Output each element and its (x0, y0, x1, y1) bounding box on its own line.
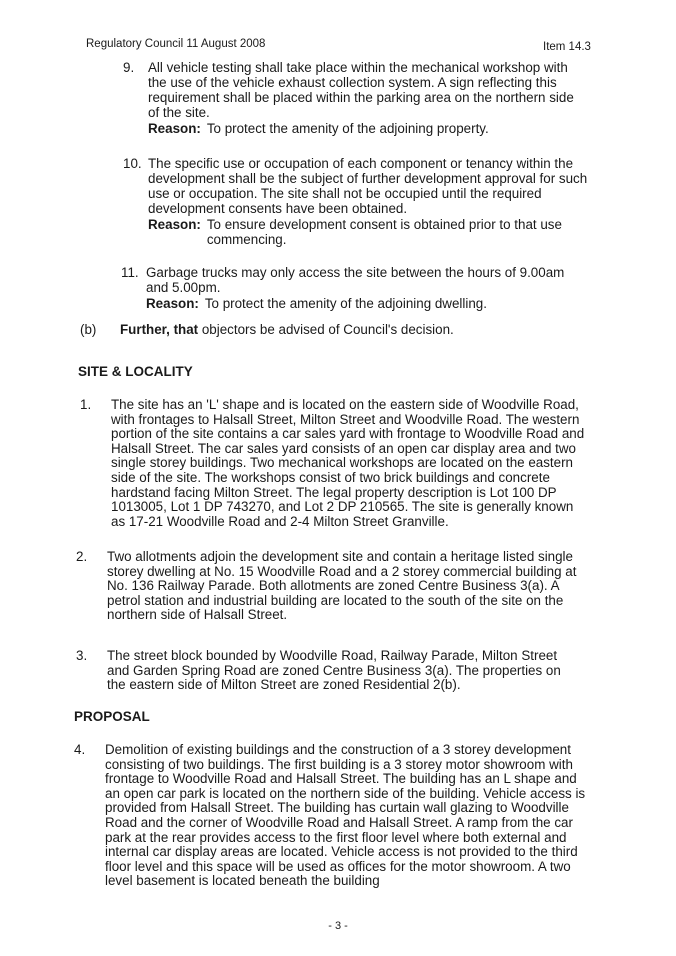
condition-11 (121, 265, 586, 311)
condition-number: 9. (123, 60, 135, 75)
condition-text: All vehicle testing shall take place within the mechanical workshop with the use of the vehicle exhaust collection system. A sign reflecting this requirement shall be placed within the parking area on the northern side of the site. (148, 60, 574, 120)
condition-reason (148, 121, 588, 136)
condition-reason (148, 217, 596, 247)
reason-text: To ensure development consent is obtained prior to that use commencing. (206, 217, 562, 247)
condition-number: 10. (123, 156, 142, 171)
header-item-number: Item 14.3 (543, 41, 591, 53)
item-text (120, 322, 454, 337)
paragraph-2 (76, 549, 591, 623)
paragraph-text: Two allotments adjoin the development site and contain a heritage listed single storey dwelling at No. 15 Woodville Road and a 2 storey commercial building at No. 136 Railway Parade. Both allotments are zoned Centre Business 3(a). A petrol station and industrial building are located to the south of the site on the northern side of Halsall Street. (107, 549, 577, 623)
paragraph-1 (80, 397, 591, 529)
item-bold-lead: Further, that (120, 322, 199, 337)
section-heading-site: SITE & LOCALITY (78, 364, 193, 379)
paragraph-number: 3. (76, 648, 88, 663)
condition-10 (123, 156, 596, 247)
reason-label: Reason: (148, 217, 201, 232)
item-body: objectors be advised of Council's decision. (198, 322, 454, 337)
condition-9 (123, 60, 588, 136)
reason-text: To protect the amenity of the adjoining property. (206, 121, 489, 136)
paragraph-3 (76, 648, 581, 693)
condition-number: 11. (121, 265, 139, 280)
paragraph-text: Demolition of existing buildings and the construction of a 3 storey development consisting of two buildings. The first building is a 3 storey motor showroom with frontage to Woodville Road and Halsall Street. The building has an L shape and an open car park is located on the northern side of the building. Vehicle access is provided from Halsall Street. The building has curtain wall glazing to Woodville Road and the corner of Woodville Road and Halsall Street. A ramp from the car park at the rear provides access to the first floor level where both external and internal car display areas are located. Vehicle access is not provided to the third floor level and this space will be used as offices for the motor showroom. A two level basement is located beneath the building (105, 742, 586, 889)
paragraph-4 (74, 742, 589, 889)
paragraph-number: 1. (80, 397, 92, 412)
paragraph-text: The street block bounded by Woodville Road, Railway Parade, Milton Street and Garden Spring Road are zoned Centre Business 3(a). The properties on the eastern side of Milton Street are zoned Residential 2(b). (107, 648, 561, 693)
page-number: - 3 - (328, 920, 348, 932)
reason-label: Reason: (146, 296, 199, 311)
reason-text: To protect the amenity of the adjoining dwelling. (204, 296, 487, 311)
paragraph-number: 4. (74, 742, 86, 757)
condition-text: The specific use or occupation of each component or tenancy within the development shall be the subject of further development approval for such use or occupation. The site shall not be occupied until the required development consents have been obtained. (148, 156, 588, 216)
condition-reason (146, 296, 586, 311)
condition-text: Garbage trucks may only access the site between the hours of 9.00am and 5.00pm. (146, 265, 565, 295)
item-label: (b) (80, 322, 97, 337)
header-meeting: Regulatory Council 11 August 2008 (86, 38, 266, 50)
section-heading-proposal: PROPOSAL (74, 709, 150, 724)
reason-label: Reason: (148, 121, 201, 136)
paragraph-number: 2. (76, 549, 88, 564)
paragraph-text: The site has an 'L' shape and is located on the eastern side of Woodville Road, with frontages to Halsall Street, Milton Street and Woodville Road. The western portion of the site contains a car sales yard with frontage to Woodville Road and Halsall Street. The car sales yard consists of an open car display area and two single storey buildings. Two mechanical workshops are located on the eastern side of the site. The workshops consist of two brick buildings and concrete hardstand facing Milton Street. The legal property description is Lot 100 DP 1013005, Lot 1 DP 743270, and Lot 2 DP 210565. The site is generally known as 17-21 Woodville Road and 2-4 Milton Street Granville. (111, 397, 585, 529)
